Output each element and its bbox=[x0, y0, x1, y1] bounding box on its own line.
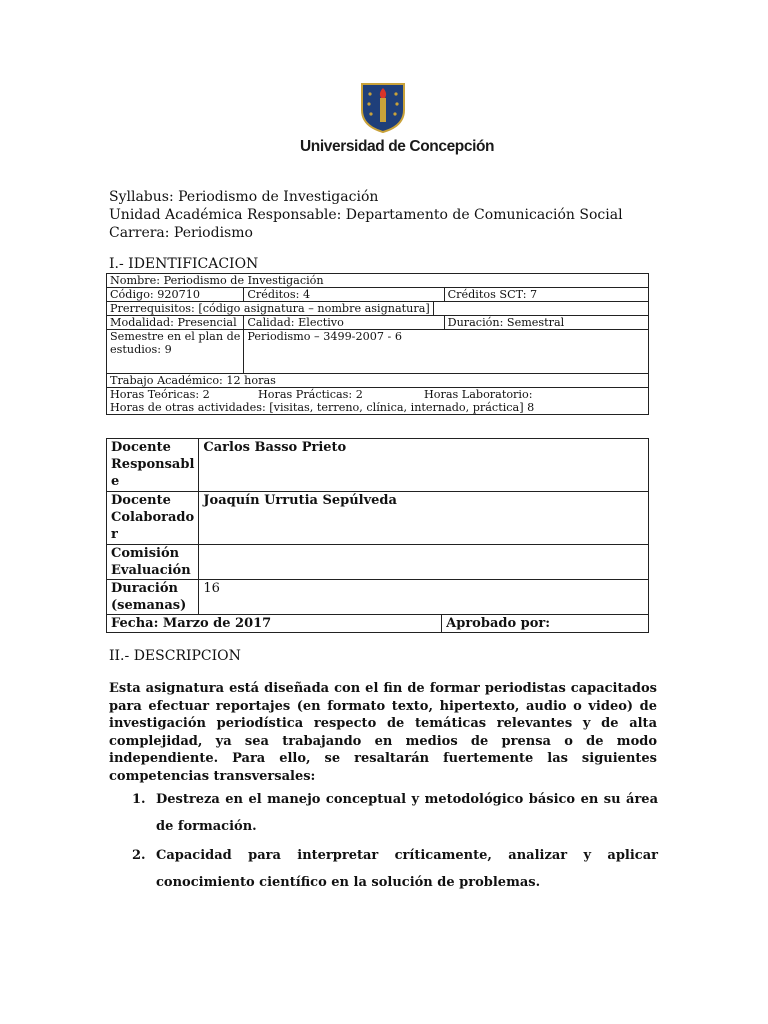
section-descripcion-title: II.- DESCRIPCION bbox=[109, 648, 241, 664]
aprobado-cell: Aprobado por: bbox=[442, 615, 649, 633]
docente-responsable-value: Carlos Basso Prieto bbox=[199, 439, 649, 492]
duracion-cell: Duración: Semestral bbox=[444, 316, 648, 330]
prerrequisitos-cell: Prerrequisitos: [código asignatura – nombre asignatura] bbox=[107, 302, 434, 315]
horas-otras: Horas de otras actividades: [visitas, terreno, clínica, internado, práctica] 8 bbox=[110, 401, 535, 414]
syllabus-header bbox=[109, 188, 669, 242]
docente-responsable-label: Docente Responsabl e bbox=[107, 439, 199, 492]
university-logo bbox=[300, 82, 495, 160]
plan-cell: Periodismo – 3499-2007 - 6 bbox=[244, 330, 649, 374]
creditos-cell: Créditos: 4 bbox=[244, 288, 444, 302]
duracion-semanas-label: Duración (semanas) bbox=[107, 580, 199, 615]
horas-practicas: Horas Prácticas: 2 bbox=[258, 388, 363, 401]
semestre-cell: Semestre en el plan de estudios: 9 bbox=[107, 330, 244, 374]
comision-value bbox=[199, 545, 649, 580]
nombre-cell: Nombre: Periodismo de Investigación bbox=[107, 274, 649, 288]
university-name: Universidad de Concepción bbox=[300, 138, 495, 155]
docente-colaborador-label: Docente Colaborado r bbox=[107, 492, 199, 545]
section-identificacion-title: I.- IDENTIFICACION bbox=[109, 256, 259, 272]
staff-table bbox=[106, 438, 649, 633]
carrera: Carrera: Periodismo bbox=[109, 225, 253, 241]
modalidad-cell: Modalidad: Presencial bbox=[107, 316, 244, 330]
list-item: 1. Destreza en el manejo conceptual y metodológico básico en su área de formación. bbox=[132, 792, 658, 834]
creditos-sct-cell: Créditos SCT: 7 bbox=[444, 288, 648, 302]
comision-label: Comisión Evaluación bbox=[107, 545, 199, 580]
horas-cell bbox=[107, 388, 649, 415]
fecha-cell: Fecha: Marzo de 2017 bbox=[107, 615, 442, 633]
competencies-list bbox=[132, 786, 658, 898]
trabajo-cell: Trabajo Académico: 12 horas bbox=[107, 374, 649, 388]
horas-teoricas: Horas Teóricas: 2 bbox=[110, 388, 210, 401]
codigo-cell: Código: 920710 bbox=[107, 288, 244, 302]
calidad-cell: Calidad: Electivo bbox=[244, 316, 444, 330]
description-paragraph: Esta asignatura está diseñada con el fin de formar periodistas capacitados para efectuar reportajes (en formato texto, hipertexto, audio o video) de investigación periodística respecto de temáticas relevantes y de alta complejidad, ya sea trabajando en medios de prensa o de modo independiente. Para ello, se resaltarán fuertemente las siguientes competencias transversales: bbox=[109, 681, 657, 784]
duracion-semanas-value: 16 bbox=[199, 580, 649, 615]
list-item: 2. Capacidad para interpretar críticamente, analizar y aplicar conocimiento científico en la solución de problemas. bbox=[132, 848, 658, 890]
docente-colaborador-value: Joaquín Urrutia Sepúlveda bbox=[199, 492, 649, 545]
identification-table bbox=[106, 273, 649, 415]
shield-crest-icon bbox=[360, 82, 406, 134]
syllabus-title: Syllabus: Periodismo de Investigación bbox=[109, 189, 379, 205]
horas-laboratorio: Horas Laboratorio: bbox=[424, 388, 533, 401]
unidad-academica: Unidad Académica Responsable: Departamento de Comunicación Social bbox=[109, 207, 623, 223]
